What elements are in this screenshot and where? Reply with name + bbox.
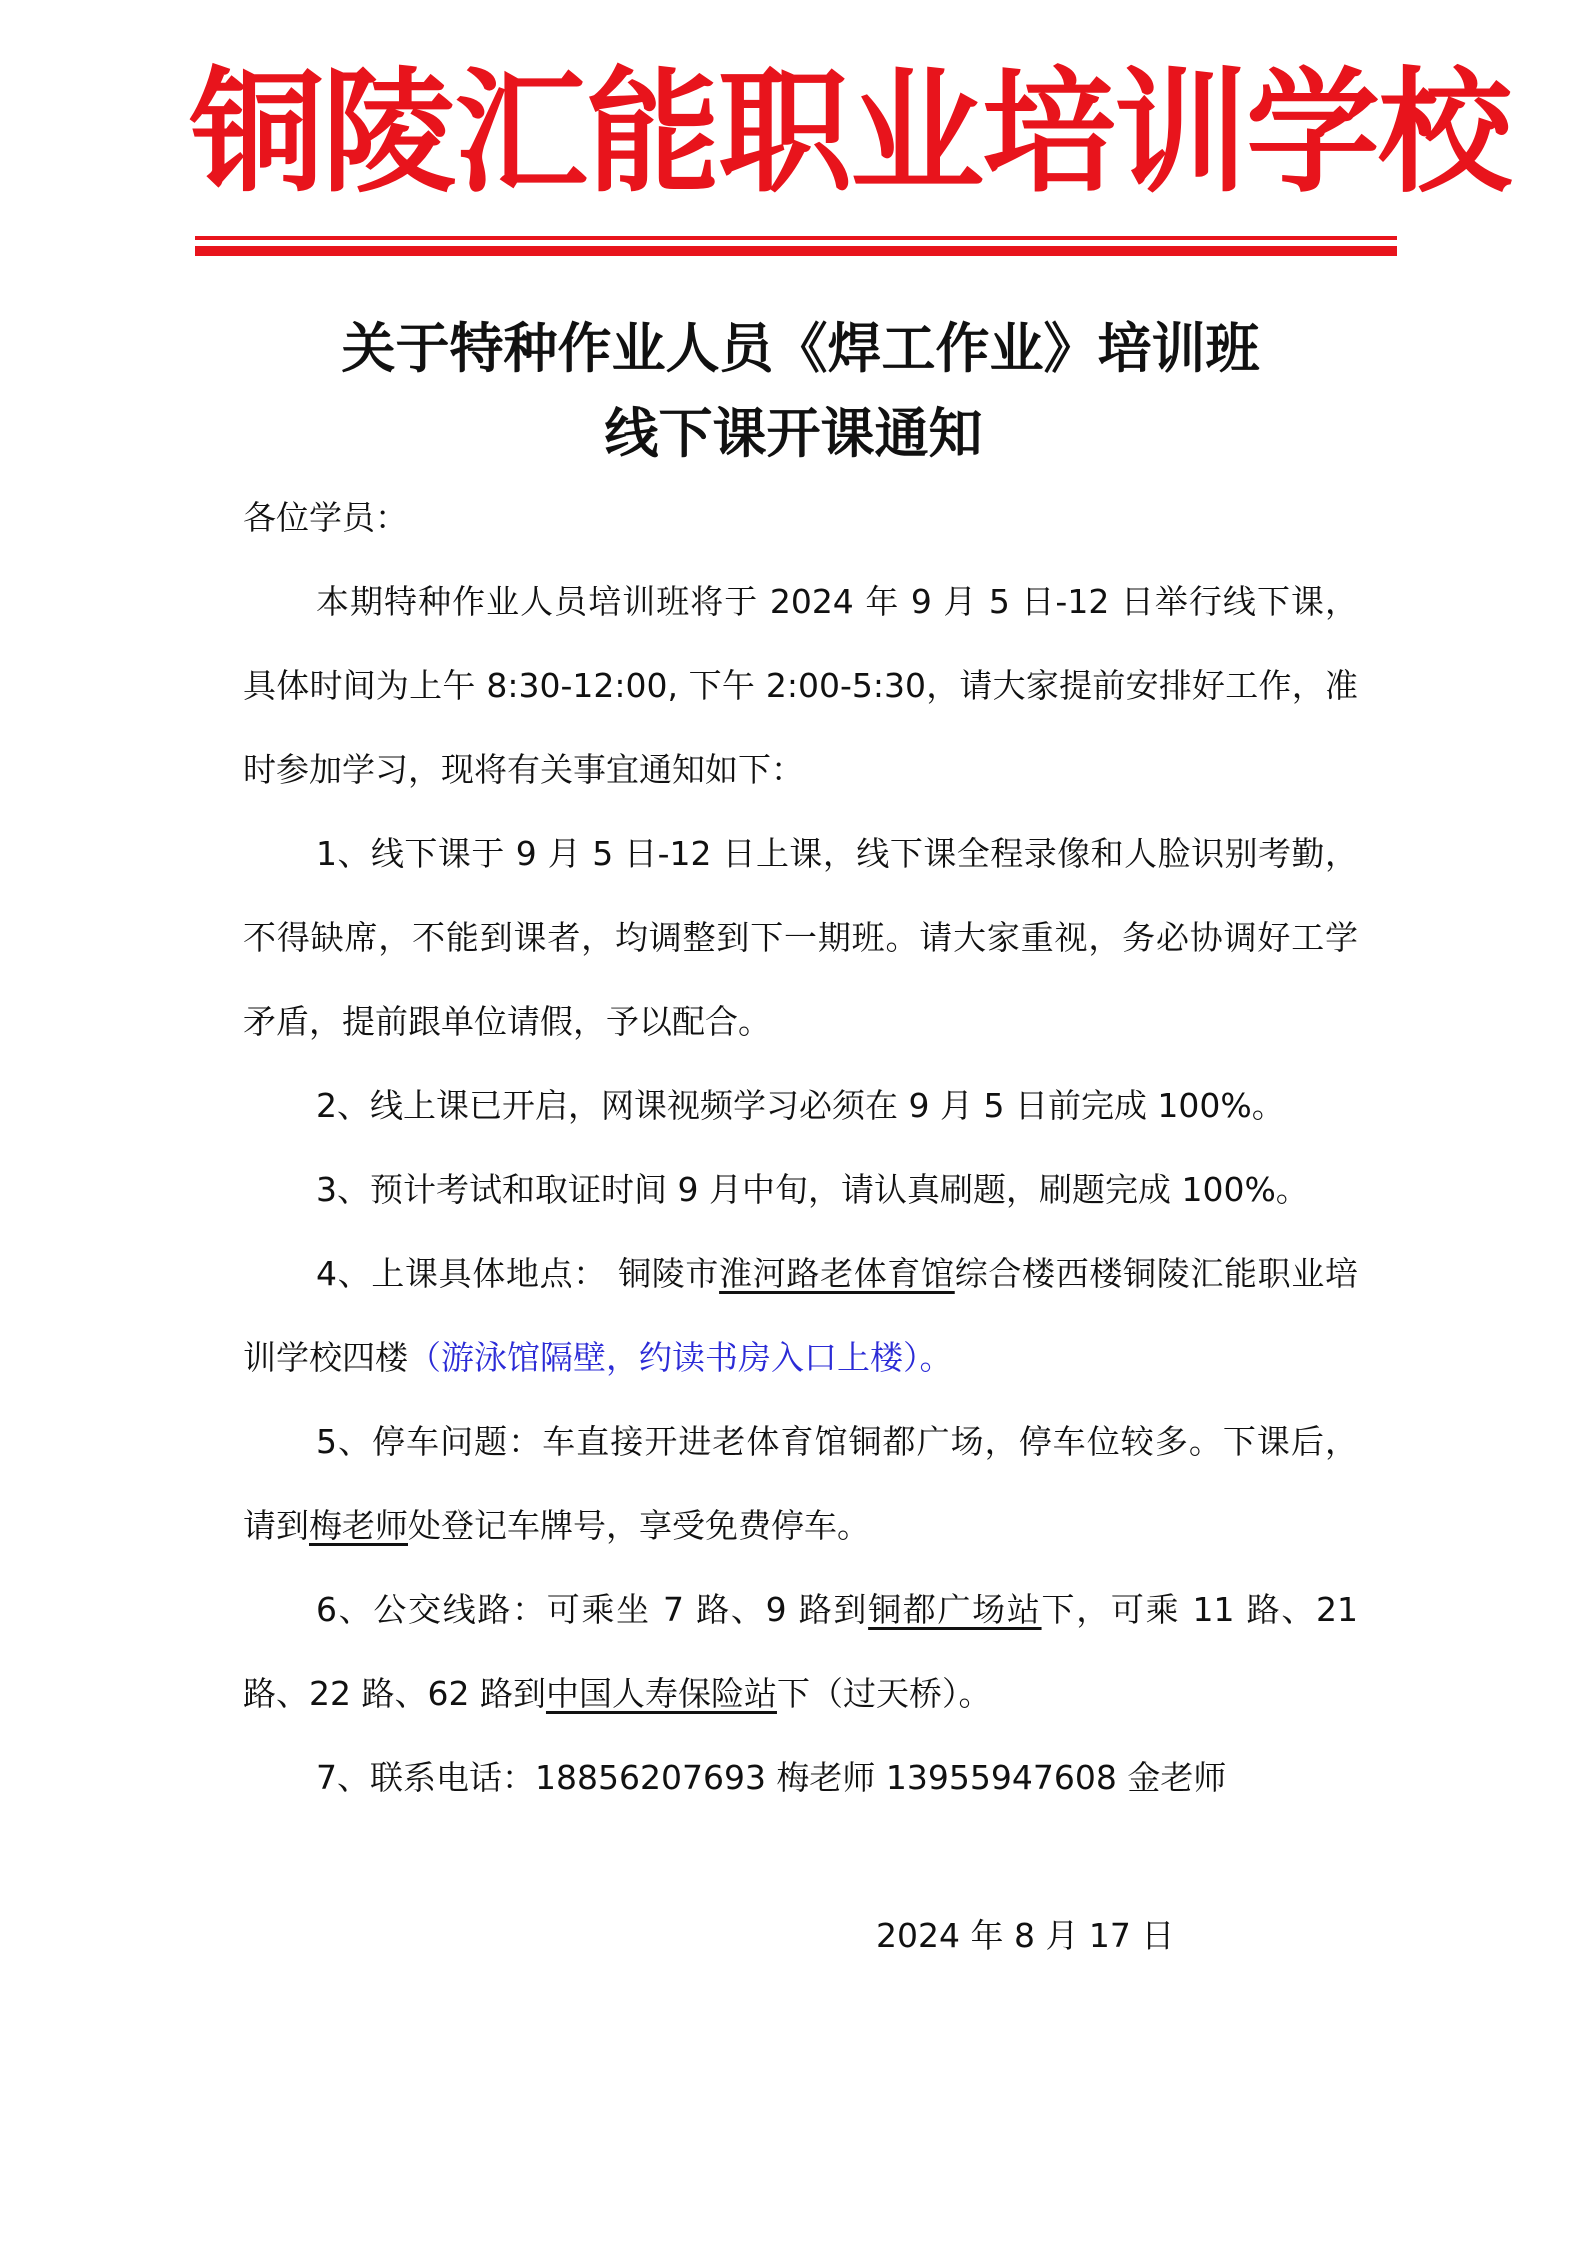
parking-contact-underlined: 梅老师 xyxy=(309,1506,408,1545)
letterhead-rule-thin xyxy=(195,236,1397,240)
bus-text-2: 下，可乘 11 路、21 路、22 路、62 路到 xyxy=(243,1590,1358,1713)
bus-text-3: 下（过天桥）。 xyxy=(776,1674,992,1713)
intro-paragraph: 本期特种作业人员培训班将于 2024 年 9 月 5 日-12 日举行线下课，具体时间为上午 8:30-12:00, 下午 2:00-5:30，请大家提前安排好工作，准时参加学习，现将有关事宜通知如下： xyxy=(243,582,1358,789)
notice-title-line-2: 线下课开课通知 xyxy=(604,401,983,465)
location-hint-blue: （游泳馆隔壁，约读书房入口上楼）。 xyxy=(408,1338,953,1377)
school-letterhead: 铜陵汇能职业培训学校 xyxy=(190,55,1511,211)
notice-title-line-1: 关于特种作业人员《焊工作业》培训班 xyxy=(341,316,1260,380)
location-prefix: 4、上课具体地点： 铜陵市 xyxy=(316,1254,720,1293)
item-2-online-course: 2、线上课已开启，网课视频学习必须在 9 月 5 日前完成 100%。 xyxy=(316,1086,1285,1125)
location-venue-underlined: 淮河路老体育馆 xyxy=(719,1254,955,1293)
item-6-bus xyxy=(243,1568,1358,1736)
item-1-attendance: 1、线下课于 9 月 5 日-12 日上课，线下课全程录像和人脸识别考勤，不得缺席，不能到课者，均调整到下一期班。请大家重视，务必协调好工学矛盾，提前跟单位请假，予以配合。 xyxy=(243,834,1358,1041)
item-3-exam: 3、预计考试和取证时间 9 月中旬，请认真刷题，刷题完成 100%。 xyxy=(316,1170,1309,1209)
bus-text-1: 6、公交线路：可乘坐 7 路、9 路到 xyxy=(316,1590,869,1629)
bus-stop-1-underlined: 铜都广场站 xyxy=(868,1590,1042,1629)
location-building: 综合楼西楼铜陵汇能职业培训学校四楼 xyxy=(243,1254,1359,1377)
salutation: 各位学员： xyxy=(243,498,408,537)
letterhead-rule-thick xyxy=(195,246,1397,256)
notice-body xyxy=(243,476,1358,1820)
item-4-location xyxy=(243,1232,1358,1400)
item-7-contact: 7、联系电话：18856207693 梅老师 13955947608 金老师 xyxy=(316,1758,1227,1797)
item-5-parking xyxy=(243,1400,1358,1568)
bus-stop-2-underlined: 中国人寿保险站 xyxy=(545,1674,777,1713)
parking-text: 5、停车问题：车直接开进老体育馆铜都广场，停车位较多。下课后，请到 xyxy=(243,1422,1358,1545)
parking-text-end: 处登记车牌号，享受免费停车。 xyxy=(408,1506,870,1545)
notice-date: 2024 年 8 月 17 日 xyxy=(876,1916,1175,1955)
